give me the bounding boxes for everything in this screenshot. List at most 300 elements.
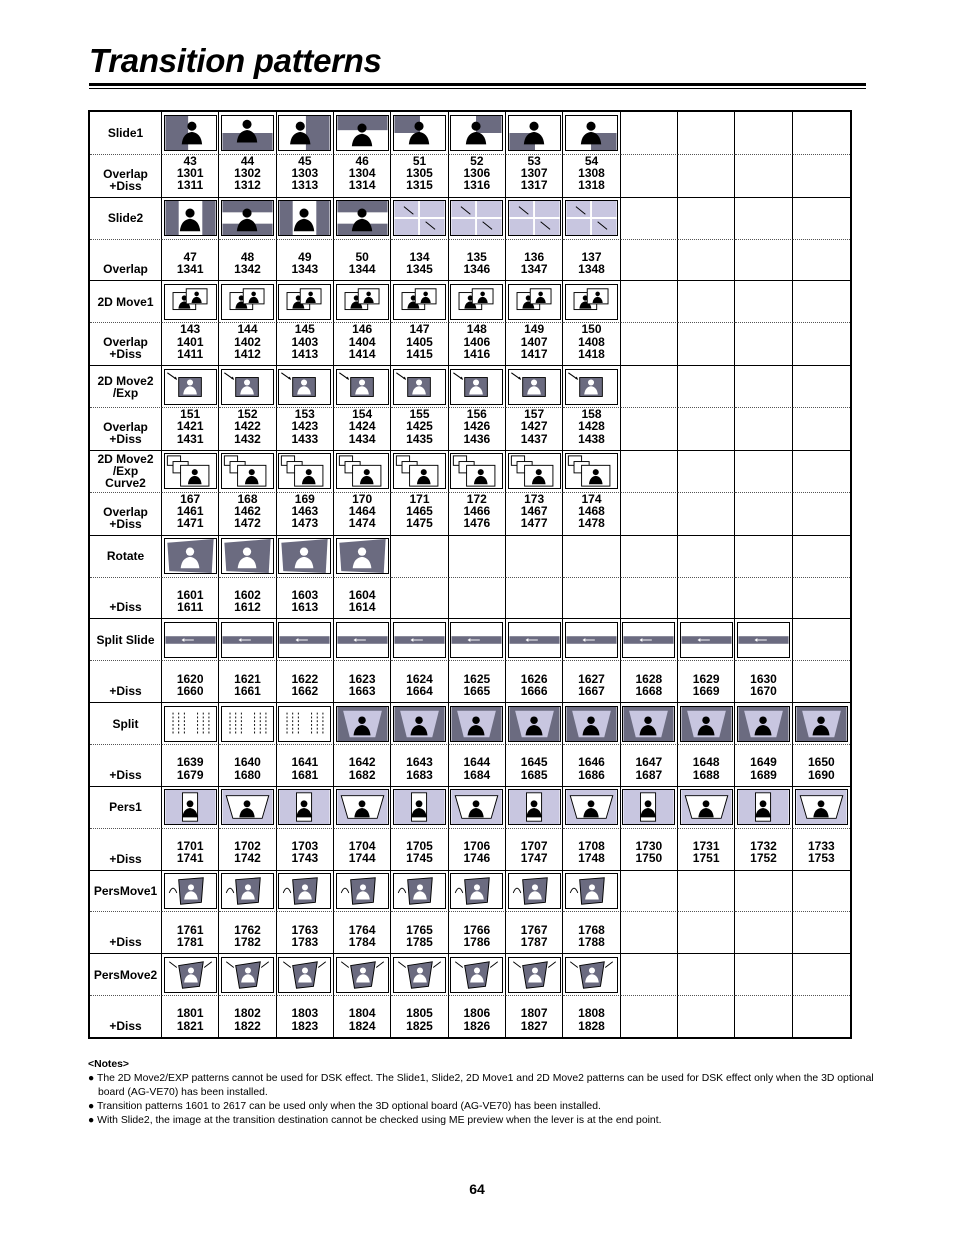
row-sublabel: Overlap +Diss [90, 492, 162, 535]
pattern-number: 1603 1613 [277, 577, 334, 619]
pattern-number: 1640 1680 [219, 744, 276, 786]
pattern-number: 1621 1661 [219, 660, 276, 702]
pattern-icon-cell [735, 786, 792, 828]
half-slide-left-icon [164, 115, 217, 151]
persmove2-icon [393, 957, 446, 993]
empty-cell [793, 995, 850, 1037]
title-rule-thin [89, 88, 866, 89]
persp-split-icon [622, 706, 675, 742]
pattern-icon-cell [449, 365, 506, 407]
pattern-number: 1704 1744 [334, 828, 391, 870]
diagonal-slide-icon [508, 200, 561, 236]
pattern-number: 156 1426 1436 [449, 407, 506, 450]
empty-cell [449, 577, 506, 619]
pattern-number: 54 1308 1318 [563, 154, 620, 197]
empty-cell [678, 870, 735, 912]
pattern-number: 1708 1748 [563, 828, 620, 870]
pattern-number: 1762 1782 [219, 911, 276, 953]
persp-split-icon [393, 706, 446, 742]
empty-cell [678, 492, 735, 535]
pattern-icon-cell [621, 786, 678, 828]
pattern-number: 137 1348 [563, 239, 620, 281]
pattern-icon-cell [449, 702, 506, 744]
quarter-slide-icon [508, 115, 561, 151]
empty-cell [793, 618, 850, 660]
pattern-number: 154 1424 1434 [334, 407, 391, 450]
pattern-icon-cell [563, 197, 620, 239]
page-title: Transition patterns [89, 42, 382, 79]
persmove2-icon [336, 957, 389, 993]
pattern-number: 1807 1827 [506, 995, 563, 1037]
empty-cell [621, 911, 678, 953]
pattern-number: 1766 1786 [449, 911, 506, 953]
arrow-frame-icon [221, 369, 274, 405]
empty-cell [678, 112, 735, 154]
pattern-number: 1645 1685 [506, 744, 563, 786]
pattern-number: 1625 1665 [449, 660, 506, 702]
persp-icon [164, 789, 217, 825]
pattern-icon-cell [334, 365, 391, 407]
empty-cell [735, 911, 792, 953]
empty-cell [678, 535, 735, 577]
pattern-icon-cell [506, 365, 563, 407]
pattern-icon-cell [162, 450, 219, 492]
pattern-icon-cell [219, 365, 276, 407]
pattern-icon-cell [793, 786, 850, 828]
pattern-number: 145 1403 1413 [277, 322, 334, 365]
pattern-number: 1705 1745 [391, 828, 448, 870]
pattern-icon-cell [678, 786, 735, 828]
persp-split-icon [795, 706, 848, 742]
move-frame-icon [221, 284, 274, 320]
pattern-table [88, 110, 852, 1039]
persp-icon [737, 789, 790, 825]
pattern-icon-cell [563, 618, 620, 660]
empty-cell [621, 870, 678, 912]
move-frame-icon [393, 284, 446, 320]
pattern-icon-cell [563, 112, 620, 154]
pattern-number: 1644 1684 [449, 744, 506, 786]
pattern-number: 171 1465 1475 [391, 492, 448, 535]
pattern-number: 1706 1746 [449, 828, 506, 870]
row-label: Rotate [90, 535, 162, 577]
pattern-icon-cell [334, 618, 391, 660]
pattern-icon-cell [391, 197, 448, 239]
split-lines-icon [565, 622, 618, 658]
empty-cell [678, 239, 735, 281]
persmove-icon [565, 873, 618, 909]
row-label: Split Slide [90, 618, 162, 660]
pattern-icon-cell [277, 618, 334, 660]
split-slide-icon [164, 200, 217, 236]
pattern-number: 148 1406 1416 [449, 322, 506, 365]
pattern-number: 1730 1750 [621, 828, 678, 870]
pattern-number: 44 1302 1312 [219, 154, 276, 197]
empty-cell [678, 911, 735, 953]
row-sublabel: Overlap +Diss [90, 322, 162, 365]
pattern-icon-cell [162, 280, 219, 322]
pattern-number: 158 1428 1438 [563, 407, 620, 450]
split-lines-icon [164, 622, 217, 658]
pattern-number: 1642 1682 [334, 744, 391, 786]
empty-cell [678, 154, 735, 197]
pattern-icon-cell [162, 702, 219, 744]
pattern-icon-cell [219, 535, 276, 577]
pattern-number: 1733 1753 [793, 828, 850, 870]
pattern-icon-cell [449, 280, 506, 322]
pattern-number: 1765 1785 [391, 911, 448, 953]
empty-cell [793, 365, 850, 407]
empty-cell [449, 535, 506, 577]
half-slide-bottom-icon [221, 115, 274, 151]
curve-frame-icon [450, 453, 503, 489]
quarter-slide-icon [450, 115, 503, 151]
pattern-icon-cell [506, 450, 563, 492]
pattern-number: 1701 1741 [162, 828, 219, 870]
empty-cell [793, 577, 850, 619]
pattern-number: 1643 1683 [391, 744, 448, 786]
pattern-number: 1641 1681 [277, 744, 334, 786]
persp-split-icon [450, 706, 503, 742]
pattern-number: 49 1343 [277, 239, 334, 281]
pattern-icon-cell [162, 112, 219, 154]
pattern-number: 147 1405 1415 [391, 322, 448, 365]
pattern-icon-cell [506, 953, 563, 995]
diagonal-slide-icon [565, 200, 618, 236]
arrow-frame-icon [508, 369, 561, 405]
pattern-number: 167 1461 1471 [162, 492, 219, 535]
pattern-number: 1647 1687 [621, 744, 678, 786]
pattern-icon-cell [334, 786, 391, 828]
empty-cell [678, 197, 735, 239]
persp-split-icon [680, 706, 733, 742]
move-frame-icon [565, 284, 618, 320]
quarter-slide-icon [565, 115, 618, 151]
pattern-icon-cell [506, 786, 563, 828]
pattern-icon-cell [563, 365, 620, 407]
persp-split-icon [737, 706, 790, 742]
page-number: 64 [469, 1181, 485, 1197]
pattern-icon-cell [219, 112, 276, 154]
pattern-icon-cell [162, 618, 219, 660]
pattern-icon-cell [563, 702, 620, 744]
pattern-number: 1761 1781 [162, 911, 219, 953]
curve-frame-icon [164, 453, 217, 489]
pattern-icon-cell [563, 280, 620, 322]
pattern-icon-cell [506, 870, 563, 912]
pattern-number: 1805 1825 [391, 995, 448, 1037]
rotate-frame-icon [164, 538, 217, 574]
row-label: Split [90, 702, 162, 744]
pattern-number: 46 1304 1314 [334, 154, 391, 197]
empty-cell [793, 322, 850, 365]
empty-cell [678, 450, 735, 492]
pattern-icon-cell [563, 870, 620, 912]
split-bars-icon [221, 706, 274, 742]
arrow-frame-icon [336, 369, 389, 405]
split-bars-icon [164, 706, 217, 742]
empty-cell [735, 407, 792, 450]
empty-cell [678, 365, 735, 407]
pattern-number: 45 1303 1313 [277, 154, 334, 197]
empty-cell [621, 154, 678, 197]
empty-cell [735, 365, 792, 407]
empty-cell [735, 112, 792, 154]
move-frame-icon [508, 284, 561, 320]
row-label: Pers1 [90, 786, 162, 828]
pattern-number: 1804 1824 [334, 995, 391, 1037]
pattern-icon-cell [162, 786, 219, 828]
pattern-number: 136 1347 [506, 239, 563, 281]
split-slide-icon [221, 200, 274, 236]
pattern-number: 1801 1821 [162, 995, 219, 1037]
pattern-icon-cell [449, 870, 506, 912]
empty-cell [563, 535, 620, 577]
empty-cell [678, 995, 735, 1037]
persp-split-icon [508, 706, 561, 742]
pattern-icon-cell [334, 953, 391, 995]
persp-icon [393, 789, 446, 825]
pattern-icon-cell [334, 450, 391, 492]
pattern-number: 1627 1667 [563, 660, 620, 702]
empty-cell [678, 407, 735, 450]
pattern-number: 150 1408 1418 [563, 322, 620, 365]
pattern-number: 1768 1788 [563, 911, 620, 953]
pattern-icon-cell [563, 450, 620, 492]
empty-cell [621, 407, 678, 450]
pattern-icon-cell [277, 450, 334, 492]
pattern-icon-cell [506, 280, 563, 322]
title-rule [89, 83, 866, 86]
split-lines-icon [221, 622, 274, 658]
empty-cell [391, 577, 448, 619]
arrow-frame-icon [393, 369, 446, 405]
row-sublabel: +Diss [90, 911, 162, 953]
split-lines-icon [508, 622, 561, 658]
split-lines-icon [680, 622, 733, 658]
pattern-icon-cell [506, 618, 563, 660]
pattern-number: 152 1422 1432 [219, 407, 276, 450]
pattern-number: 172 1466 1476 [449, 492, 506, 535]
pattern-number: 135 1346 [449, 239, 506, 281]
pattern-icon-cell [277, 365, 334, 407]
curve-frame-icon [508, 453, 561, 489]
pattern-number: 1648 1688 [678, 744, 735, 786]
pattern-icon-cell [219, 197, 276, 239]
persmove2-icon [278, 957, 331, 993]
persp-icon [508, 789, 561, 825]
persp-icon [278, 789, 331, 825]
pattern-number: 50 1344 [334, 239, 391, 281]
empty-cell [793, 280, 850, 322]
diagonal-slide-icon [393, 200, 446, 236]
empty-cell [621, 535, 678, 577]
persmove2-icon [450, 957, 503, 993]
pattern-number: 1622 1662 [277, 660, 334, 702]
pattern-icon-cell [162, 365, 219, 407]
pattern-number: 1808 1828 [563, 995, 620, 1037]
row-sublabel: Overlap +Diss [90, 407, 162, 450]
pattern-icon-cell [506, 197, 563, 239]
note-1: ● The 2D Move2/EXP patterns cannot be used for DSK effect. The Slide1, Slide2, 2D Move1 and 2D Move2 patterns can be used for DSK effect only when the 3D optional board (AG-VE70) has been installed. [88, 1073, 874, 1098]
pattern-icon-cell [735, 702, 792, 744]
row-sublabel: Overlap +Diss [90, 154, 162, 197]
empty-cell [793, 535, 850, 577]
pattern-icon-cell [219, 618, 276, 660]
notes [88, 1058, 878, 1128]
pattern-icon-cell [449, 197, 506, 239]
persmove-icon [278, 873, 331, 909]
split-lines-icon [737, 622, 790, 658]
persmove2-icon [508, 957, 561, 993]
row-label: 2D Move2 /Exp [90, 365, 162, 407]
empty-cell [621, 492, 678, 535]
empty-cell [621, 953, 678, 995]
empty-cell [506, 577, 563, 619]
move-frame-icon [278, 284, 331, 320]
pattern-number: 1650 1690 [793, 744, 850, 786]
row-sublabel: +Diss [90, 995, 162, 1037]
empty-cell [735, 322, 792, 365]
rotate-frame-icon [278, 538, 331, 574]
pattern-number: 1767 1787 [506, 911, 563, 953]
diagonal-slide-icon [450, 200, 503, 236]
empty-cell [621, 995, 678, 1037]
pattern-icon-cell [162, 197, 219, 239]
persp-icon [221, 789, 274, 825]
move-frame-icon [450, 284, 503, 320]
pattern-number: 1601 1611 [162, 577, 219, 619]
rotate-frame-icon [336, 538, 389, 574]
pattern-icon-cell [334, 197, 391, 239]
pattern-icon-cell [219, 280, 276, 322]
empty-cell [678, 280, 735, 322]
pattern-number: 1626 1666 [506, 660, 563, 702]
pattern-icon-cell [277, 953, 334, 995]
row-label: PersMove1 [90, 870, 162, 912]
move-frame-icon [336, 284, 389, 320]
pattern-number: 1623 1663 [334, 660, 391, 702]
arrow-frame-icon [164, 369, 217, 405]
empty-cell [621, 577, 678, 619]
split-lines-icon [450, 622, 503, 658]
pattern-icon-cell [506, 702, 563, 744]
pattern-icon-cell [506, 112, 563, 154]
pattern-number: 170 1464 1474 [334, 492, 391, 535]
persmove2-icon [164, 957, 217, 993]
pattern-icon-cell [277, 702, 334, 744]
pattern-number: 153 1423 1433 [277, 407, 334, 450]
arrow-frame-icon [278, 369, 331, 405]
pattern-icon-cell [334, 280, 391, 322]
pattern-number: 168 1462 1472 [219, 492, 276, 535]
persp-icon [565, 789, 618, 825]
pattern-icon-cell [449, 450, 506, 492]
row-sublabel: Overlap [90, 239, 162, 281]
pattern-icon-cell [219, 450, 276, 492]
pattern-icon-cell [449, 618, 506, 660]
pattern-number: 1630 1670 [735, 660, 792, 702]
empty-cell [793, 197, 850, 239]
pattern-icon-cell [334, 702, 391, 744]
pattern-icon-cell [678, 618, 735, 660]
pattern-number: 1649 1689 [735, 744, 792, 786]
split-lines-icon [278, 622, 331, 658]
pattern-number: 143 1401 1411 [162, 322, 219, 365]
pattern-icon-cell [563, 786, 620, 828]
persmove2-icon [221, 957, 274, 993]
persp-split-icon [336, 706, 389, 742]
split-lines-icon [393, 622, 446, 658]
pattern-icon-cell [277, 870, 334, 912]
pattern-number: 1624 1664 [391, 660, 448, 702]
curve-frame-icon [221, 453, 274, 489]
empty-cell [793, 953, 850, 995]
pattern-number: 144 1402 1412 [219, 322, 276, 365]
empty-cell [735, 953, 792, 995]
empty-cell [621, 365, 678, 407]
empty-cell [735, 197, 792, 239]
split-slide-icon [278, 200, 331, 236]
row-label: PersMove2 [90, 953, 162, 995]
pattern-number: 1763 1783 [277, 911, 334, 953]
half-slide-top-icon [336, 115, 389, 151]
empty-cell [735, 535, 792, 577]
empty-cell [793, 660, 850, 702]
arrow-frame-icon [450, 369, 503, 405]
empty-cell [678, 953, 735, 995]
persmove-icon [336, 873, 389, 909]
persmove-icon [508, 873, 561, 909]
pattern-number: 47 1341 [162, 239, 219, 281]
pattern-icon-cell [563, 953, 620, 995]
pattern-number: 1620 1660 [162, 660, 219, 702]
empty-cell [793, 239, 850, 281]
persp-split-icon [565, 706, 618, 742]
pattern-number: 43 1301 1311 [162, 154, 219, 197]
persp-icon [336, 789, 389, 825]
move-frame-icon [164, 284, 217, 320]
empty-cell [621, 112, 678, 154]
row-sublabel: +Diss [90, 744, 162, 786]
notes-heading: <Notes> [88, 1059, 130, 1070]
half-slide-right-icon [278, 115, 331, 151]
pattern-icon-cell [391, 280, 448, 322]
persmove-icon [450, 873, 503, 909]
empty-cell [678, 577, 735, 619]
pattern-number: 151 1421 1431 [162, 407, 219, 450]
pattern-icon-cell [391, 618, 448, 660]
empty-cell [563, 577, 620, 619]
curve-frame-icon [565, 453, 618, 489]
arrow-frame-icon [565, 369, 618, 405]
empty-cell [621, 239, 678, 281]
persp-icon [622, 789, 675, 825]
pattern-number: 1764 1784 [334, 911, 391, 953]
pattern-number: 1646 1686 [563, 744, 620, 786]
pattern-number: 134 1345 [391, 239, 448, 281]
pattern-number: 169 1463 1473 [277, 492, 334, 535]
pattern-number: 1806 1826 [449, 995, 506, 1037]
pattern-number: 1628 1668 [621, 660, 678, 702]
pattern-icon-cell [449, 112, 506, 154]
persp-icon [680, 789, 733, 825]
persmove-icon [221, 873, 274, 909]
split-lines-icon [622, 622, 675, 658]
pattern-number: 1703 1743 [277, 828, 334, 870]
pattern-icon-cell [277, 112, 334, 154]
pattern-icon-cell [621, 618, 678, 660]
